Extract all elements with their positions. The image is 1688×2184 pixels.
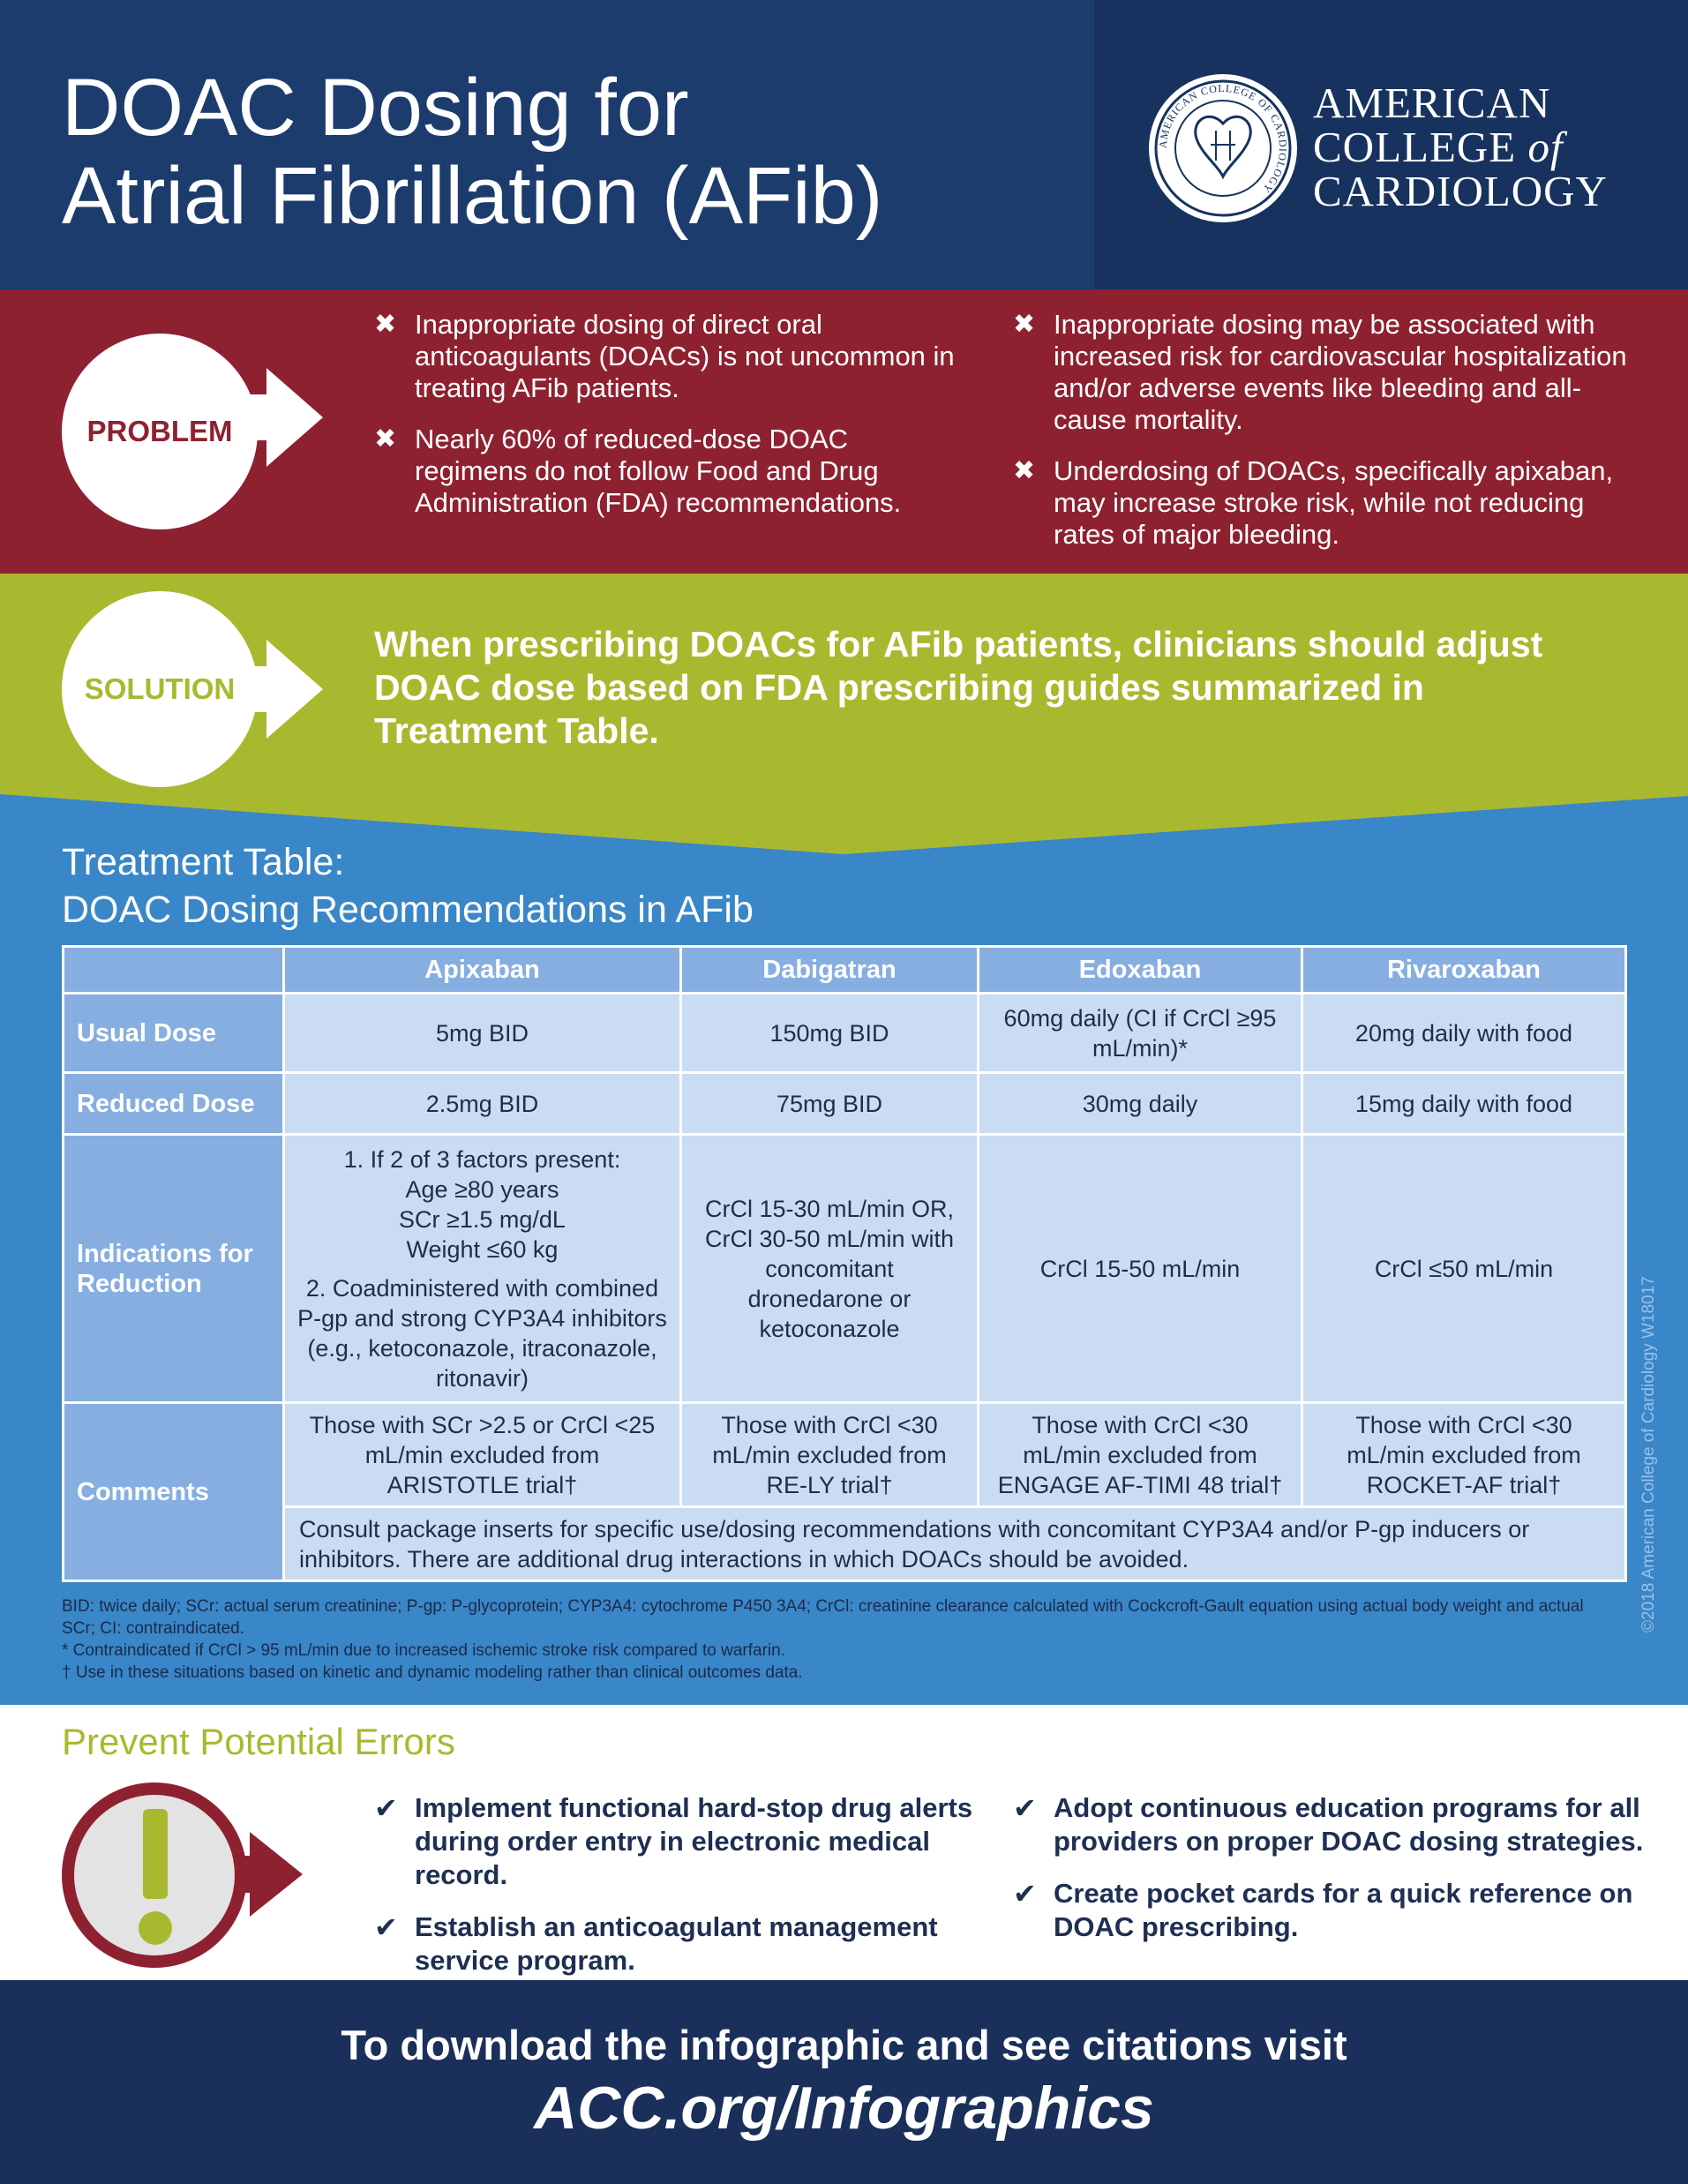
table-cell: CrCl 15-30 mL/min OR, CrCl 30-50 mL/min with concomitant dronedarone or ketoconazole	[681, 1135, 979, 1403]
prevent-item	[1013, 1877, 1648, 1944]
table-title-line1: Treatment Table:	[62, 841, 345, 883]
exclamation-icon	[143, 1809, 168, 1899]
table-row-comments-note	[64, 1507, 1626, 1581]
problem-bullet-text: Underdosing of DOACs, specifically apixaban, may increase stroke risk, while not reducing rates of major bleeding.	[1054, 455, 1614, 550]
row-header: Reduced Dose	[64, 1073, 284, 1135]
footnote: BID: twice daily; SCr: actual serum creatinine; P-gp: P-glycoprotein; CYP3A4: cytochrome P450 3A4; CrCl: creatinine clearance calculated with Cockcroft-Gault equation using actual body weight and actual SCr; CI: contraindicated.	[62, 1597, 1584, 1638]
prevent-item	[374, 1791, 992, 1892]
footnote: † Use in these situations based on kinetic and dynamic modeling rather than clinical outcomes data.	[62, 1663, 803, 1682]
x-mark-icon: ✖	[1013, 456, 1036, 485]
problem-column-right	[1013, 309, 1631, 570]
solution-text: When prescribing DOACs for AFib patients, clinicians should adjust DOAC dose based on FDA prescribing guides summarized in Treatment Table.	[374, 624, 1543, 751]
table-cell-apixaban-indications	[284, 1135, 681, 1403]
x-mark-icon: ✖	[1013, 310, 1036, 339]
footer-text: To download the infographic and see citations visit	[341, 2022, 1347, 2068]
x-mark-icon: ✖	[374, 310, 397, 339]
solution-badge: SOLUTION	[62, 591, 258, 787]
table-row-usual-dose	[64, 994, 1626, 1073]
table-note: Consult package inserts for specific use/dosing recommendations with concomitant CYP3A4 and/or P-gp inducers or inhibitors. There are additional drug interactions in which DOACs should be avoided.	[284, 1507, 1626, 1581]
copyright: ©2018 American College of Cardiology W18017	[1639, 1276, 1658, 1632]
table-cell: 15mg daily with food	[1302, 1073, 1626, 1135]
problem-bullet	[374, 309, 957, 404]
column-header: Rivaroxaban	[1302, 947, 1626, 994]
solution-arrow-icon	[266, 640, 323, 739]
table-cell: 75mg BID	[681, 1073, 979, 1135]
prevent-item-text: Establish an anticoagulant management service program.	[415, 1911, 938, 1976]
prevent-item-text: Implement functional hard-stop drug alerts during order entry in electronic medical record.	[415, 1792, 973, 1890]
exclamation-dot	[139, 1911, 172, 1945]
problem-bullet	[1013, 309, 1631, 436]
table-cell: Those with CrCl <30 mL/min excluded from RE-LY trial†	[681, 1403, 979, 1507]
indication-line: SCr ≥1.5 mg/dL	[399, 1205, 566, 1233]
indication-line: Weight ≤60 kg	[406, 1235, 559, 1263]
check-icon: ✔	[374, 1792, 398, 1824]
x-mark-icon: ✖	[374, 424, 397, 454]
indication-line: 2. Coadministered with combined P-gp and strong CYP3A4 inhibitors (e.g., ketoconazole, itraconazole, ritonavir)	[297, 1274, 667, 1392]
problem-arrow-icon	[266, 368, 323, 467]
treatment-table	[62, 945, 1627, 1582]
page-title	[62, 64, 1032, 240]
problem-bullet-text: Inappropriate dosing of direct oral anticoagulants (DOACs) is not uncommon in treating AFib patients.	[415, 309, 955, 403]
table-cell: 20mg daily with food	[1302, 994, 1626, 1073]
table-cell: 5mg BID	[284, 994, 681, 1073]
column-header: Apixaban	[284, 947, 681, 994]
footnotes	[62, 1595, 1606, 1684]
prevent-item-text: Create pocket cards for a quick reference on DOAC prescribing.	[1054, 1878, 1633, 1942]
indication-line: Age ≥80 years	[405, 1175, 559, 1203]
check-icon: ✔	[374, 1911, 398, 1943]
org-of: of	[1527, 123, 1564, 171]
problem-column-left	[374, 309, 957, 538]
check-icon: ✔	[1013, 1792, 1037, 1824]
column-header: Edoxaban	[979, 947, 1302, 994]
footer-link[interactable]: ACC.org/Infographics	[534, 2075, 1154, 2142]
org-line2: COLLEGE	[1313, 123, 1528, 171]
prevent-item	[374, 1910, 992, 1978]
row-header: Usual Dose	[64, 994, 284, 1073]
indication-line: 1. If 2 of 3 factors present:	[343, 1145, 621, 1173]
footnote: * Contraindicated if CrCl > 95 mL/min due to increased ischemic stroke risk compared to warfarin.	[62, 1641, 785, 1660]
table-row-indications	[64, 1135, 1626, 1403]
page-title-line1: DOAC Dosing for	[62, 63, 689, 153]
table-cell: CrCl 15-50 mL/min	[979, 1135, 1302, 1403]
table-cell: Those with CrCl <30 mL/min excluded from ROCKET-AF trial†	[1302, 1403, 1626, 1507]
prevent-column-left	[374, 1791, 992, 1996]
column-header: Dabigatran	[681, 947, 979, 994]
org-name	[1313, 81, 1608, 214]
table-cell: CrCl ≤50 mL/min	[1302, 1135, 1626, 1403]
table-cell: Those with SCr >2.5 or CrCl <25 mL/min excluded from ARISTOTLE trial†	[284, 1403, 681, 1507]
table-cell: 60mg daily (CI if CrCl ≥95 mL/min)*	[979, 994, 1302, 1073]
problem-bullet	[374, 424, 957, 519]
prevent-title: Prevent Potential Errors	[62, 1721, 455, 1762]
row-header: Indications for Reduction	[64, 1135, 284, 1403]
table-row-comments	[64, 1403, 1626, 1507]
prevent-item-text: Adopt continuous education programs for all providers on proper DOAC dosing strategies.	[1054, 1792, 1644, 1857]
table-row-reduced-dose	[64, 1073, 1626, 1135]
problem-bullet-text: Nearly 60% of reduced-dose DOAC regimens do not follow Food and Drug Administration (FDA) recommendations.	[415, 424, 902, 518]
prevent-column-right	[1013, 1791, 1648, 1963]
table-cell: 150mg BID	[681, 994, 979, 1073]
org-line1: AMERICAN	[1313, 79, 1551, 127]
table-title	[62, 838, 754, 934]
seal-text: AMERICAN COLLEGE OF CARDIOLOGY	[1156, 81, 1290, 196]
table-cell: 2.5mg BID	[284, 1073, 681, 1135]
prevent-item	[1013, 1791, 1648, 1858]
page-title-line2: Atrial Fibrillation (AFib)	[62, 151, 883, 241]
org-line3: CARDIOLOGY	[1313, 167, 1608, 215]
row-header: Comments	[64, 1403, 284, 1581]
table-header-row	[64, 947, 1626, 994]
table-cell: Those with CrCl <30 mL/min excluded from ENGAGE AF-TIMI 48 trial†	[979, 1403, 1302, 1507]
table-title-line2: DOAC Dosing Recommendations in AFib	[62, 889, 754, 931]
table-cell: 30mg daily	[979, 1073, 1302, 1135]
warning-arrow-icon	[250, 1832, 303, 1917]
header-corner	[64, 947, 284, 994]
check-icon: ✔	[1013, 1878, 1037, 1910]
problem-bullet-text: Inappropriate dosing may be associated with increased risk for cardiovascular hospitalization and/or adverse events like bleeding and all-cause mortality.	[1054, 309, 1627, 435]
acc-seal-icon	[1147, 72, 1299, 224]
problem-badge: PROBLEM	[62, 334, 258, 529]
problem-bullet	[1013, 455, 1631, 551]
